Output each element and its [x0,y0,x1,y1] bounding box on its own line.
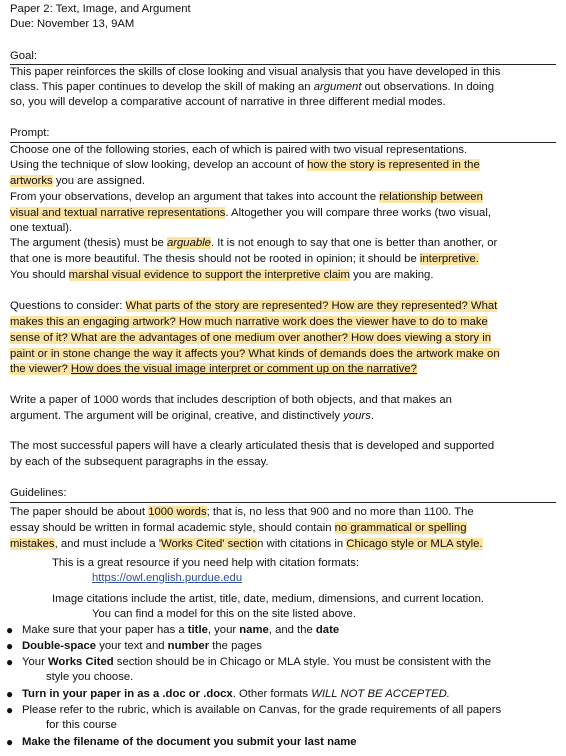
questions-line-5 [10,362,417,377]
guidelines-heading: Guidelines: [10,487,67,499]
questions-line-4 [10,347,500,362]
citation-resource-link-line [92,571,242,586]
highlight: artworks [10,175,53,187]
questions-line-3 [10,331,491,346]
bullet-item-2: Double-space your text and number the pages [22,640,262,652]
bullet-dot: ● [6,735,14,749]
highlight: What parts of the story are represented? How are they represented? What [125,300,498,312]
bullet-item-5: Please refer to the rubric, which is available on Canvas, for the grade requirements of all papers [22,704,502,716]
paper-title: Paper 2: Text, Image, and Argument [10,3,191,15]
write-line-2: argument. The argument will be original, creative, and distinctively yours. [10,410,374,422]
bullet-dot: ● [6,687,14,701]
prompt-line-4: From your observations, develop an argument that takes into account the relationship between [10,191,483,203]
highlight: 'Works Cited' sectio [158,538,258,550]
highlight: no grammatical or spelling [334,522,467,534]
highlight: visual and textual narrative representations [10,207,226,219]
highlight: arguable [166,237,211,249]
write-line-1: Write a paper of 1000 words that includes description of both objects, and that makes an [10,394,452,406]
bullet-item-4: Turn in your paper in as a .doc or .docx. Other formats WILL NOT BE ACCEPTED. [22,688,450,700]
prompt-line-6: one textual). [10,222,73,234]
guidelines-line-1: The paper should be about 1000 words; that is, no less that 900 and no more than 1100. The [10,506,474,518]
prompt-line-7: The argument (thesis) must be arguable. It is not enough to say that one is better than another, or [10,237,498,249]
bullet-dot: ● [6,623,14,637]
highlight: interpretive. [419,253,479,265]
highlight: makes this an engaging artwork? How much narrative work does the viewer have to do to make [10,316,488,328]
highlight: How does the visual image interpret or comment up on the narrative? [70,363,417,375]
success-line-2: by each of the subsequent paragraphs in the essay. [10,456,269,468]
bullet-item-5-cont: for this course [46,719,117,731]
highlight: the viewer? [10,363,71,375]
bullet-item-1: Make sure that your paper has a title, your name, and the date [22,624,340,636]
bullet-item-3-cont: style you choose. [46,671,134,683]
goal-line-2: class. This paper continues to develop the skill of making an argument out observations. In doing [10,81,494,93]
goal-line-1: This paper reinforces the skills of close looking and visual analysis that you have developed in this [10,66,501,78]
goal-heading: Goal: [10,50,38,62]
highlight: relationship between [379,191,483,203]
goal-line-3: so, you will develop a comparative account of narrative in three different medial modes. [10,96,446,108]
highlight: marshal visual evidence to support the interpretive claim [68,269,350,281]
success-line-1: The most successful papers will have a clearly articulated thesis that is developed and supported [10,440,495,452]
highlight: how the story is represented in the [307,159,480,171]
guidelines-divider [10,502,556,503]
citation-resource-text: This is a great resource if you need help with citation formats: [52,557,360,569]
questions-line-2 [10,315,488,330]
highlight: mistakes [10,538,55,550]
prompt-heading: Prompt: [10,127,50,139]
bullet-item-3: Your Works Cited section should be in Chicago or MLA style. You must be consistent with the [22,656,492,668]
due-date: Due: November 13, 9AM [10,18,135,30]
bullet-dot: ● [6,703,14,717]
bullet-dot: ● [6,655,14,669]
guidelines-line-3: mistakes, and must include a 'Works Cited' section with citations in Chicago style or MLA style. [10,538,483,550]
questions-line-1: Questions to consider: What parts of the story are represented? How are they represented? What [10,300,498,312]
highlight: 1000 words [148,506,207,518]
prompt-line-5: visual and textual narrative representations. Altogether you will compare three works (two visual, [10,207,491,219]
prompt-line-8: that one is more beautiful. The thesis should not be rooted in opinion; it should be interpretive. [10,253,479,265]
prompt-line-3: artworks you are assigned. [10,175,146,187]
prompt-line-9: You should marshal visual evidence to support the interpretive claim you are making. [10,269,434,281]
prompt-line-1: Choose one of the following stories, each of which is paired with two visual representations. [10,144,468,156]
highlight: sense of it? What are the advantages of one medium over another? How does viewing a story in [10,332,492,344]
highlight: Chicago style or MLA style. [346,538,483,550]
bullet-dot: ● [6,639,14,653]
owl-purdue-link[interactable]: https://owl.english.purdue.edu [92,572,243,584]
prompt-line-2: Using the technique of slow looking, develop an account of how the story is represented in the [10,159,480,171]
highlight: paint or in stone change the way it affects you? What kinds of demands does the artwork make on [10,348,500,360]
bullet-item-6: Make the filename of the document you submit your last name [22,736,357,748]
image-citation-text-2: You can find a model for this on the site listed above. [92,608,356,620]
image-citation-text-1: Image citations include the artist, title, date, medium, dimensions, and current location. [52,593,485,605]
guidelines-line-2: essay should be written in formal academic style, should contain no grammatical or spelling [10,522,467,534]
